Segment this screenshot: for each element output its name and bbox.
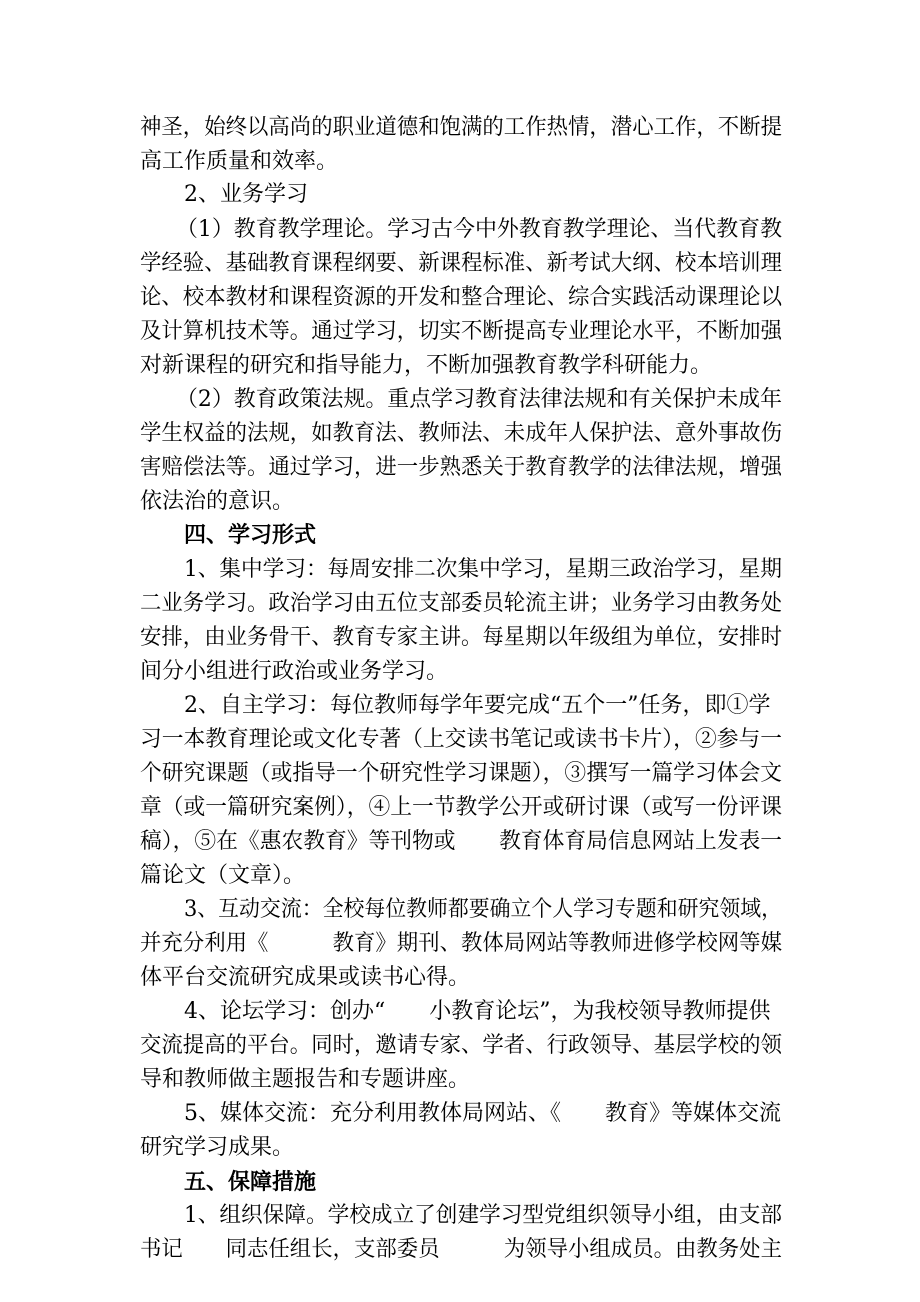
paragraph-line: 书记 同志任组长，支部委员 为领导小组成员。由教务处主 bbox=[140, 1237, 782, 1262]
section-heading: 2、业务学习 bbox=[184, 182, 308, 207]
paragraph-line: 5、媒体交流：充分利用教体局网站、《 教育》等媒体交流 bbox=[184, 1101, 781, 1126]
section-heading: 五、保障措施 bbox=[184, 1169, 317, 1195]
section-heading: 四、学习形式 bbox=[184, 522, 317, 548]
paragraph-line: 二业务学习。政治学习由五位支部委员轮流主讲；业务学习由教务处 bbox=[140, 591, 782, 616]
paragraph-line: 稿），⑤在《惠农教育》等刊物或 教育体育局信息网站上发表一 bbox=[140, 829, 783, 854]
paragraph-line: 害赔偿法等。通过学习，进一步熟悉关于教育教学的法律法规，增强 bbox=[140, 455, 782, 480]
paragraph-line: 间分小组进行政治或业务学习。 bbox=[140, 659, 449, 684]
paragraph-line: 神圣，始终以高尚的职业道德和饱满的工作热情，潜心工作，不断提 bbox=[140, 115, 782, 140]
paragraph-line: 高工作质量和效率。 bbox=[140, 149, 339, 174]
paragraph-line: （2）教育政策法规。重点学习教育法律法规和有关保护未成年 bbox=[176, 387, 782, 412]
paragraph-line: 2、自主学习：每位教师每学年要完成“五个一”任务，即①学 bbox=[184, 693, 771, 718]
paragraph-line: 习一本教育理论或文化专著（上交读书笔记或读书卡片），②参与一 bbox=[140, 727, 783, 752]
paragraph-line: 导和教师做主题报告和专题讲座。 bbox=[140, 1067, 471, 1092]
paragraph-line: 交流提高的平台。同时，邀请专家、学者、行政领导、基层学校的领 bbox=[140, 1033, 782, 1058]
paragraph-line: 4、论坛学习：创办“ 小教育论坛”，为我校领导教师提供 bbox=[184, 999, 771, 1024]
paragraph-line: 章（或一篇研究案例），④上一节教学公开或研讨课（或写一份评课 bbox=[140, 795, 783, 820]
paragraph-line: 1、组织保障。学校成立了创建学习型党组织领导小组，由支部 bbox=[184, 1203, 783, 1228]
paragraph-line: 学经验、基础教育课程纲要、新课程标准、新考试大纲、校本培训理 bbox=[140, 251, 782, 276]
paragraph-line: （1）教育教学理论。学习古今中外教育教学理论、当代教育教 bbox=[176, 217, 782, 242]
paragraph-line: 论、校本教材和课程资源的开发和整合理论、综合实践活动课理论以 bbox=[140, 285, 782, 310]
paragraph-line: 安排，由业务骨干、教育专家主讲。每星期以年级组为单位，安排时 bbox=[140, 625, 782, 650]
paragraph-line: 体平台交流研究成果或读书心得。 bbox=[140, 965, 471, 990]
paragraph-line: 3、互动交流：全校每位教师都要确立个人学习专题和研究领域， bbox=[184, 897, 782, 922]
paragraph-line: 依法治的意识。 bbox=[140, 489, 295, 514]
paragraph-line: 并充分利用《 教育》期刊、教体局网站等教师进修学校网等媒 bbox=[140, 931, 782, 956]
paragraph-line: 篇论文（文章）。 bbox=[140, 863, 306, 888]
paragraph-line: 个研究课题（或指导一个研究性学习课题），③撰写一篇学习体会文 bbox=[140, 761, 783, 786]
paragraph-line: 学生权益的法规，如教育法、教师法、未成年人保护法、意外事故伤 bbox=[140, 421, 782, 446]
paragraph-line: 对新课程的研究和指导能力，不断加强教育教学科研能力。 bbox=[140, 353, 713, 378]
paragraph-line: 1、集中学习：每周安排二次集中学习，星期三政治学习，星期 bbox=[184, 557, 783, 582]
paragraph-line: 研究学习成果。 bbox=[140, 1135, 295, 1160]
paragraph-line: 及计算机技术等。通过学习，切实不断提高专业理论水平，不断加强 bbox=[140, 319, 782, 344]
